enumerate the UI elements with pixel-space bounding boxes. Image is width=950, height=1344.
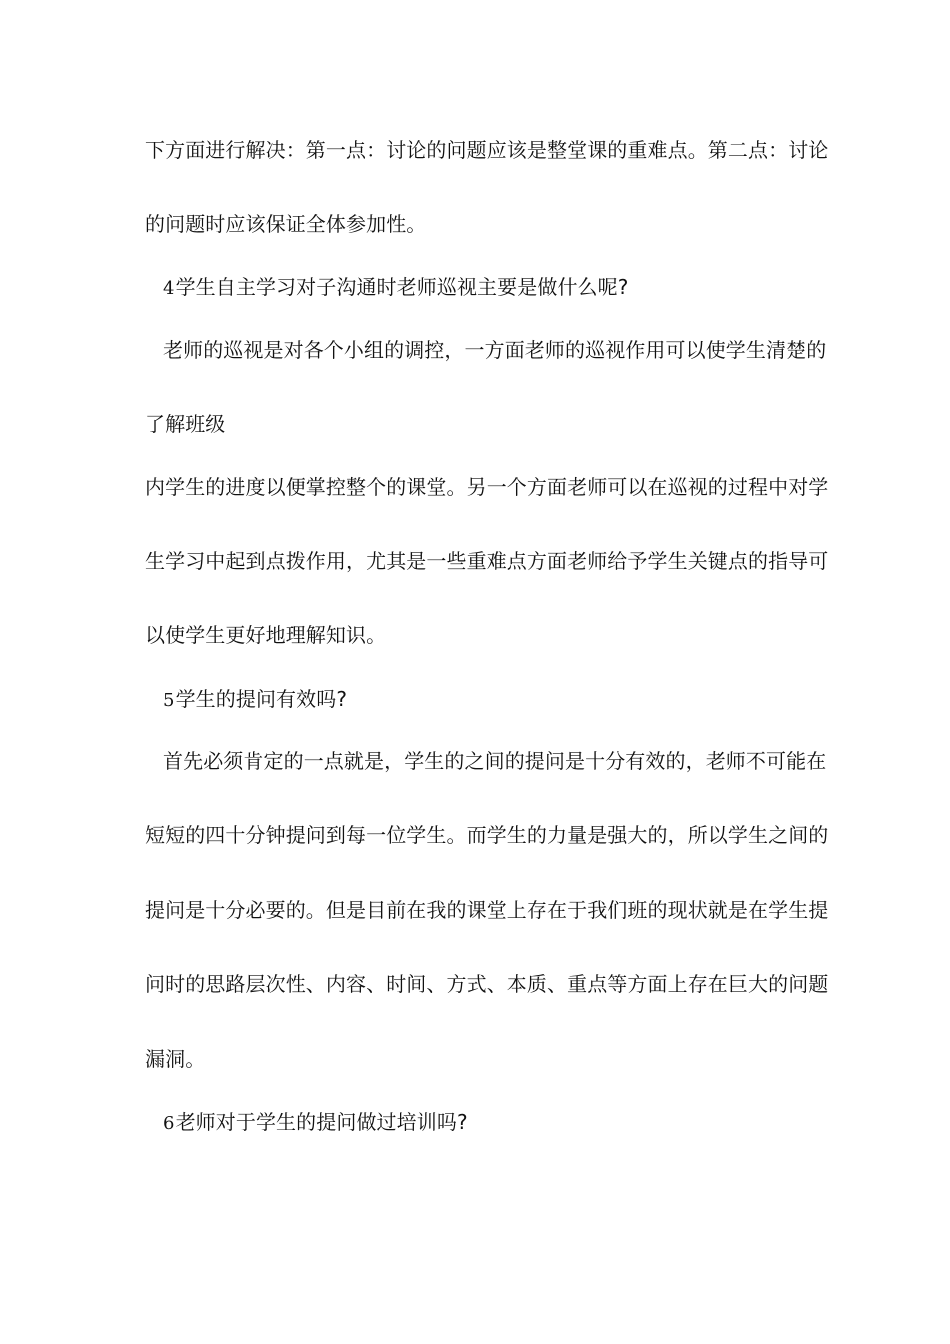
paragraph-line: 了解班级 (145, 412, 226, 436)
question-text: 老师对于学生的提问做过培训吗? (175, 1110, 468, 1134)
question-text: 学生的提问有效吗? (175, 687, 348, 711)
question-heading (163, 1108, 823, 1138)
question-heading (163, 273, 823, 303)
paragraph-line: 生学习中起到点拨作用，尤其是一些重难点方面老师给予学生关键点的指导可 (145, 549, 829, 573)
question-number: 4 (163, 278, 175, 299)
question-number: 6 (163, 1113, 175, 1134)
paragraph-line: 内学生的进度以便掌控整个的课堂。另一个方面老师可以在巡视的过程中对学 (145, 475, 829, 499)
question-text: 学生自主学习对子沟通时老师巡视主要是做什么呢? (175, 275, 629, 299)
question-number: 5 (163, 690, 175, 711)
paragraph-line: 下方面进行解决：第一点：讨论的问题应该是整堂课的重难点。第二点：讨论 (145, 138, 829, 162)
paragraph-line: 的问题时应该保证全体参加性。 (145, 212, 427, 236)
paragraph-line: 问时的思路层次性、内容、时间、方式、本质、重点等方面上存在巨大的问题 (145, 972, 829, 996)
paragraph-line: 老师的巡视是对各个小组的调控，一方面老师的巡视作用可以使学生清楚的 (163, 338, 827, 362)
paragraph-line: 漏洞。 (145, 1047, 206, 1071)
paragraph-line: 提问是十分必要的。但是目前在我的课堂上存在于我们班的现状就是在学生提 (145, 898, 829, 922)
paragraph-line: 首先必须肯定的一点就是，学生的之间的提问是十分有效的，老师不可能在 (163, 749, 827, 773)
question-heading (163, 685, 823, 715)
paragraph-line: 以使学生更好地理解知识。 (145, 623, 387, 647)
paragraph-line: 短短的四十分钟提问到每一位学生。而学生的力量是强大的，所以学生之间的 (145, 823, 829, 847)
